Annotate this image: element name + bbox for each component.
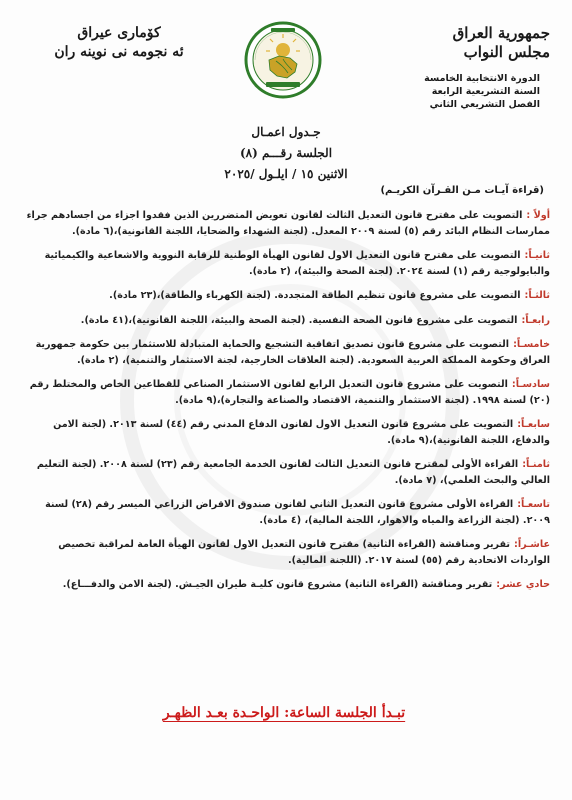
opening-line: (قراءة آيـات مـن القـرآن الكريـم) xyxy=(380,185,544,196)
item-text: التصويت على مشروع قانون تصديق اتفاقية التشجيع والحماية المتبادلة للاستثمار بين حكومة جمهورية العراق وحكومة المملكة العربية السعودية. (لجنة العلاقات الخارجية، لجنة الاستثمار والتنمية)، (٢ مادة). xyxy=(35,339,550,366)
session-date: الاثنين ١٥ / ايلـول /٢٠٢٥ xyxy=(224,167,348,181)
item-text: التصويت على مقترح قانون التعديل الثالث لقانون تعويض المتضررين الذين فقدوا اجزاء من اجسادهم جراء ممارسات النظام البائد رقم (٥) لسنة ٢٠٠٩ المعدل. (لجنة الشهداء والضحايا، اللجنة القانونية)،(٦ مادة). xyxy=(26,210,550,237)
item-number: ثالثـاً: xyxy=(524,290,550,301)
session-info xyxy=(380,72,550,111)
agenda-heading: جـدول اعمـال xyxy=(251,125,321,139)
agenda-item xyxy=(18,497,550,528)
item-text: تقرير ومناقشة (القراءة الثانية) مقترح قانون التعديل الاول لقانون الهيأة العامة لمراقبة تخصيص الواردات الاتحادية رقم (٥٥) لسنة ٢٠١٧. (اللجنة المالية). xyxy=(58,539,550,566)
agenda-item xyxy=(18,288,550,304)
item-number: عاشـراً: xyxy=(514,539,550,550)
header-right xyxy=(380,24,550,111)
agenda-items xyxy=(18,208,550,602)
country-name: جمهورية العراق xyxy=(452,24,550,42)
header-left xyxy=(34,24,204,62)
council-name-kurdish: ئه نجومه نی نوینه ران xyxy=(54,44,184,60)
agenda-item xyxy=(18,248,550,279)
agenda-item xyxy=(18,537,550,568)
item-number: أولاً : xyxy=(526,210,550,221)
session-number: الجلسة رقـــم (٨) xyxy=(239,146,333,160)
agenda-item xyxy=(18,417,550,448)
parliament-emblem-icon xyxy=(243,20,323,100)
agenda-title xyxy=(170,122,402,185)
legislative-chapter: الفصل التشريعي الثاني xyxy=(429,99,540,110)
item-text: التصويت على مشروع قانون التعديل الاول لقانون الدفاع المدني رقم (٤٤) لسنة ٢٠١٣. (لجنة الامن والدفاع، اللجنة القانونية)،(٩ مادة). xyxy=(53,419,550,446)
item-text: القراءة الأولى مشروع قانون التعديل الثاني لقانون صندوق الاقراض الزراعي الميسر رقم (٢٨) لسنة ٢٠٠٩. (لجنة الزراعة والمياه والاهوار، اللجنة المالية)، (٤ مادة). xyxy=(45,499,550,526)
agenda-item xyxy=(18,208,550,239)
item-number: رابعـاً: xyxy=(521,314,550,326)
agenda-item xyxy=(18,457,550,488)
legislative-year: السنة التشريعية الرابعة xyxy=(431,86,540,97)
agenda-item xyxy=(18,577,550,593)
country-name-kurdish: كۆماری عیراق xyxy=(77,25,161,41)
item-number: سادسـاً: xyxy=(511,379,550,390)
item-text: التصويت على مشروع قانون التعديل الرابع لقانون الاستثمار الصناعي للقطاعين الخاص والمختلط رقم (٢٠) لسنة ١٩٩٨. (لجنة الاستثمار والتنمية، الاقتصاد والصناعة والتجارة)،(٩ مادة). xyxy=(29,379,550,406)
item-text: التصويت على مقترح قانون التعديل الاول لقانون الهيأة الوطنية للرقابة النووية والاشعاعية والكيميائية والبايولوجية رقم (١) لسنة ٢٠٢٤. (لجنة الصحة والبيئة)، (٢ مادة). xyxy=(44,250,550,277)
item-text: القراءة الأولى لمقترح قانون التعديل الثالث لقانون الخدمة الجامعية رقم (٢٣) لسنة ٢٠٠٨. (لجنة التعليم العالي والبحث العلمي)، (٧ مادة). xyxy=(36,459,550,486)
agenda-item xyxy=(18,377,550,408)
council-name: مجلس النواب xyxy=(463,43,550,61)
item-text: تقرير ومناقشة (القراءة الثانية) مشروع قانون كليـة طيران الجيـش. (لجنة الامن والدفـــاع). xyxy=(62,579,493,590)
session-start-time: تبـدأ الجلسة الساعة: الواحـدة بعـد الظهـر xyxy=(162,705,406,721)
agenda-item xyxy=(18,313,550,329)
agenda-item xyxy=(18,337,550,368)
item-number: ثانيـاً: xyxy=(524,250,550,261)
item-number: تاسعـاً: xyxy=(517,499,550,510)
item-number: سابعـاً: xyxy=(517,419,550,430)
item-number: ثامنـاً: xyxy=(522,459,550,470)
item-text: التصويت على مشروع قانون تنظيم الطاقة المتجددة. (لجنة الكهرباء والطاقة)،(٢٣ مادة). xyxy=(109,290,521,301)
item-number: حادي عشر: xyxy=(496,579,550,590)
item-number: خامسـاً: xyxy=(513,339,550,350)
electoral-term: الدورة الانتخابية الخامسة xyxy=(424,73,540,84)
item-text: التصويت على مشروع قانون الصحة النفسية. (لجنة الصحة والبيئة، اللجنة القانونية)،(٤١ مادة). xyxy=(80,314,518,326)
